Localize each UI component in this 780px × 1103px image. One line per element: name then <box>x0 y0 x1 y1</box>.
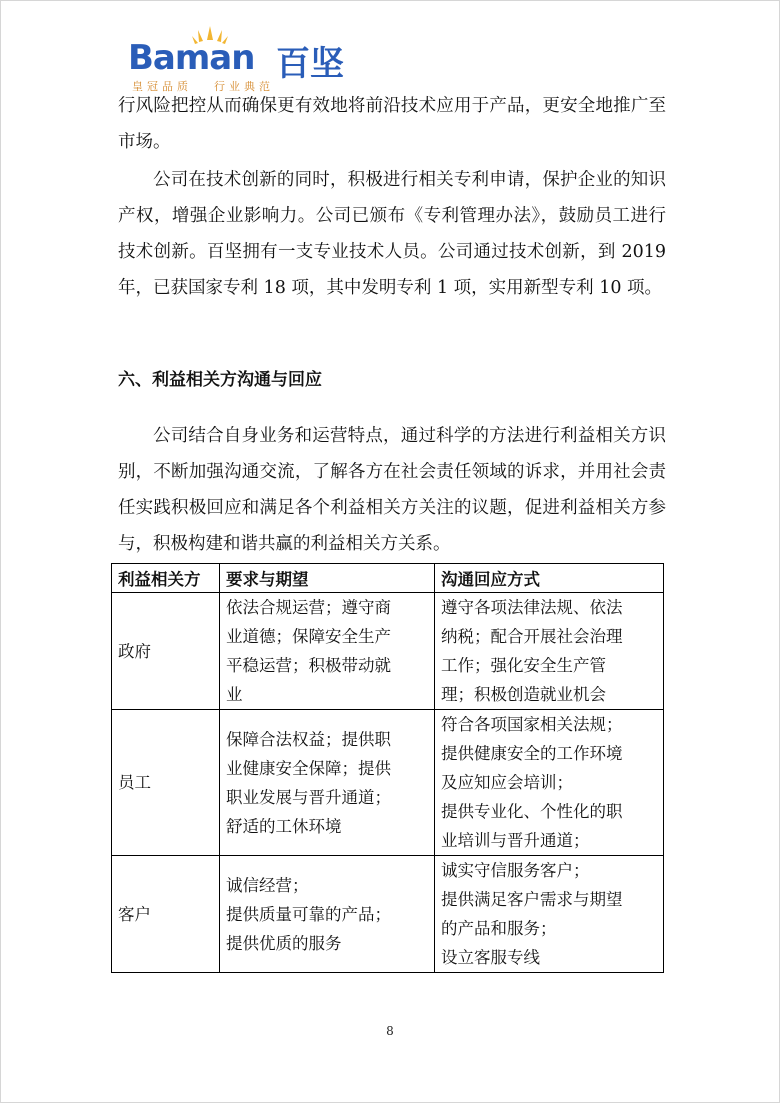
cell-line: 理；积极创造就业机会 <box>441 685 606 704</box>
table-row <box>112 856 664 973</box>
cell-line: 设立客服专线 <box>441 948 540 967</box>
cell-line: 保障合法权益；提供职 <box>226 729 391 749</box>
header-stakeholder: 利益相关方 <box>112 564 220 593</box>
cell-line: 平稳运营；积极带动就 <box>226 656 391 675</box>
response-cell <box>435 710 664 856</box>
page-number: 8 <box>386 1024 394 1038</box>
logo-wordmark: Baman <box>128 38 255 78</box>
logo-chinese-name: 百坚 <box>276 44 344 84</box>
cell-line: 诚实守信服务客户； <box>441 861 590 880</box>
cell-line: 提供质量可靠的产品； <box>226 904 391 924</box>
logo-slogan: 皇冠品质 行业典范 <box>132 80 274 93</box>
cell-line: 工作；强化安全生产管 <box>441 656 606 675</box>
cell-line: 提供专业化、个性化的职 <box>441 802 623 821</box>
stakeholder-cell: 员工 <box>112 710 220 856</box>
paragraph-stakeholders: 公司结合自身业务和运营特点，通过科学的方法进行利益相关方识别，不断加强沟通交流，了解各方在社会责任领域的诉求，并用社会责任实践积极回应和满足各个利益相关方关注的议题，促进利益相关方参与，积极构建和谐共赢的利益相关方关系。 <box>118 426 666 554</box>
cell-line: 业健康安全保障；提供 <box>226 758 391 778</box>
expectations-cell <box>220 593 435 710</box>
cell-line: 提供满足客户需求与期望 <box>441 890 623 909</box>
cell-line: 职业发展与晋升通道； <box>226 787 391 807</box>
cell-line: 业 <box>226 685 243 704</box>
cell-line: 提供健康安全的工作环境 <box>441 744 623 763</box>
expectations-cell <box>220 710 435 856</box>
table-header-row <box>112 564 664 593</box>
table-row <box>112 710 664 856</box>
response-cell <box>435 593 664 710</box>
stakeholder-cell: 客户 <box>112 856 220 973</box>
expectations-cell <box>220 856 435 973</box>
cell-line: 舒适的工休环境 <box>226 816 342 836</box>
cell-line: 的产品和服务； <box>441 919 557 938</box>
paragraph-continued: 行风险把控从而确保更有效地将前沿技术应用于产品，更安全地推广至市场。 <box>118 96 666 152</box>
cell-line: 提供优质的服务 <box>226 933 342 953</box>
company-logo <box>128 26 358 96</box>
section-heading: 六、利益相关方沟通与回应 <box>118 370 322 390</box>
header-response: 沟通回应方式 <box>435 564 664 593</box>
paragraph-patents: 公司在技术创新的同时，积极进行相关专利申请，保护企业的知识产权，增强企业影响力。公司已颁布《专利管理办法》，鼓励员工进行技术创新。百坚拥有一支专业技术人员。公司通过技术创新，到 2019 年，已获国家专利 18 项，其中发明专利 1 项，实用新型专利 10 项。 <box>118 170 666 298</box>
cell-line: 业培训与晋升通道； <box>441 831 590 850</box>
cell-line: 遵守各项法律法规、依法 <box>441 598 623 617</box>
cell-line: 及应知应会培训； <box>441 773 573 792</box>
response-cell <box>435 856 664 973</box>
stakeholder-table <box>111 563 664 973</box>
cell-line: 符合各项国家相关法规； <box>441 715 623 734</box>
cell-line: 业道德；保障安全生产 <box>226 627 391 646</box>
header-expectations: 要求与期望 <box>220 564 435 593</box>
table-row <box>112 593 664 710</box>
cell-line: 依法合规运营；遵守商 <box>226 598 391 617</box>
stakeholder-cell: 政府 <box>112 593 220 710</box>
cell-line: 纳税；配合开展社会治理 <box>441 627 623 646</box>
cell-line: 诚信经营； <box>226 875 309 895</box>
